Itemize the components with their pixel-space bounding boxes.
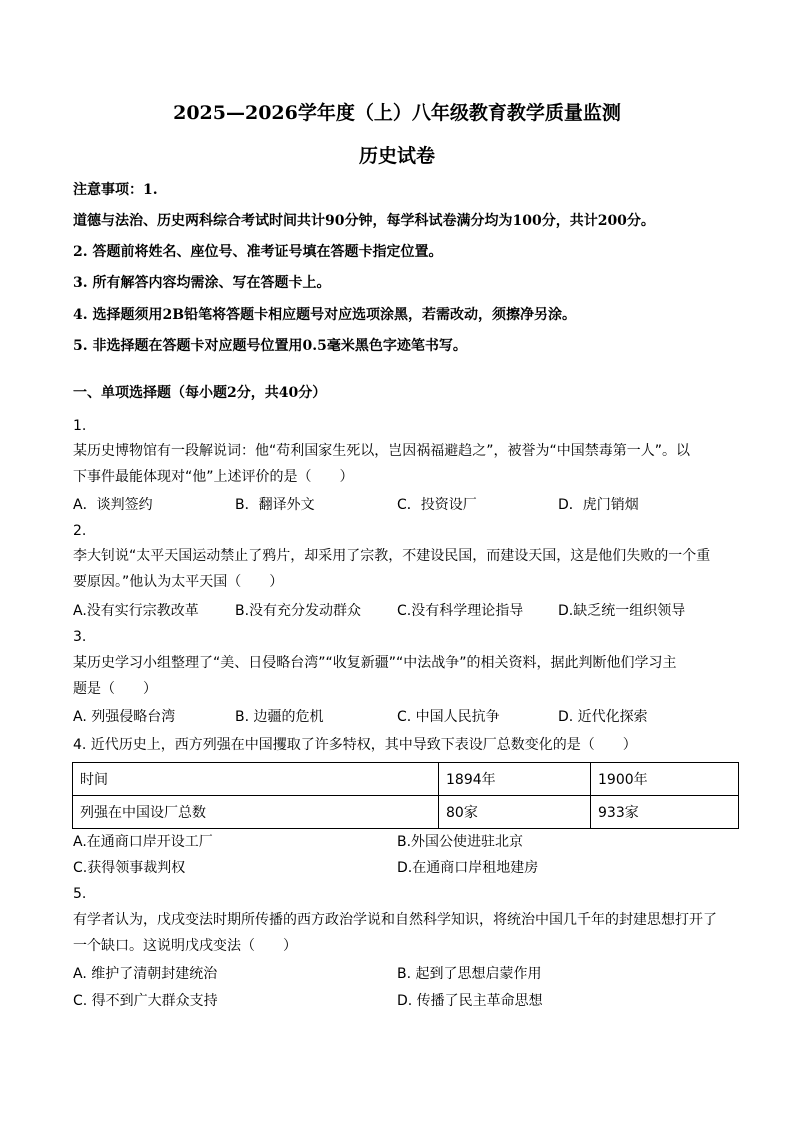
option-a: A. 列强侵略台湾 [73, 709, 176, 725]
option-a: A.没有实行宗教改革 [73, 603, 199, 619]
option-b: B.外国公使进驻北京 [397, 834, 524, 850]
option-d: D. 近代化探索 [558, 709, 648, 725]
exam-title: 2025—2026学年度（上）八年级教育教学质量监测 [173, 102, 621, 124]
exam-subtitle: 历史试卷 [358, 145, 435, 167]
notes-item: 2. 答题前将姓名、座位号、准考证号填在答题卡指定位置。 [73, 244, 443, 260]
table-row [73, 796, 739, 829]
question-number: 2. [73, 523, 87, 539]
option-c: C.获得领事裁判权 [73, 860, 186, 876]
option-d: D. 传播了民主革命思想 [397, 993, 543, 1009]
option-c: C. 中国人民抗争 [397, 709, 500, 725]
question-text: 要原因。”他认为太平天国（ ） [73, 574, 284, 590]
question-number: 3. [73, 629, 87, 645]
option-d: D.在通商口岸租地建房 [397, 860, 539, 876]
table-row [73, 763, 739, 796]
table-cell: 列强在中国设厂总数 [73, 796, 439, 829]
question-number: 5. [73, 886, 87, 902]
option-d: D．虎门销烟 [558, 497, 639, 513]
option-b: B. 边疆的危机 [235, 709, 324, 725]
option-c: C.没有科学理论指导 [397, 603, 524, 619]
option-b: B.没有充分发动群众 [235, 603, 362, 619]
option-b: B. 起到了思想启蒙作用 [397, 966, 542, 982]
option-d: D.缺乏统一组织领导 [558, 603, 686, 619]
question-text: 有学者认为，戊戌变法时期所传播的西方政治学说和自然科学知识，将统治中国几千年的封建思想打开了 [73, 912, 717, 928]
notes-heading: 注意事项：1. [73, 182, 158, 198]
question-text: 题是（ ） [73, 681, 157, 697]
section-heading: 一、单项选择题（每小题2分，共40分） [73, 385, 327, 401]
question-text: 一个缺口。这说明戊戌变法（ ） [73, 938, 297, 954]
question-number: 1. [73, 418, 87, 434]
notes-item: 道德与法治、历史两科综合考试时间共计90分钟，每学科试卷满分均为100分，共计200分。 [73, 213, 655, 229]
notes-item: 5. 非选择题在答题卡对应题号位置用0.5毫米黑色字迹笔书写。 [73, 338, 467, 354]
option-c: C．投资设厂 [397, 497, 477, 513]
option-a: A. 维护了清朝封建统治 [73, 966, 218, 982]
question-text: 李大钊说“太平天国运动禁止了鸦片，却采用了宗教，不建设民国，而建设天国，这是他们失败的一个重 [73, 548, 711, 564]
option-c: C. 得不到广大群众支持 [73, 993, 218, 1009]
question-text: 4. 近代历史上，西方列强在中国攫取了许多特权，其中导致下表设厂总数变化的是（ ） [73, 737, 637, 753]
table-cell: 933家 [591, 796, 739, 829]
option-a: A.在通商口岸开设工厂 [73, 834, 213, 850]
table-cell: 1894年 [439, 763, 591, 796]
notes-item: 4. 选择题须用2B铅笔将答题卡相应题号对应选项涂黑，若需改动，须擦净另涂。 [73, 307, 577, 323]
notes-item: 3. 所有解答内容均需涂、写在答题卡上。 [73, 275, 331, 291]
table-cell: 80家 [439, 796, 591, 829]
option-b: B．翻译外文 [235, 497, 315, 513]
question-text: 某历史学习小组整理了“美、日侵略台湾”“收复新疆”“中法战争”的相关资料，据此判断他们学习主 [73, 655, 677, 671]
question-text: 某历史博物馆有一段解说词：他“苟利国家生死以，岂因祸福避趋之”，被誉为“中国禁毒第一人”。以 [73, 443, 691, 459]
question-text: 下事件最能体现对“他”上述评价的是（ ） [73, 469, 354, 485]
option-a: A．谈判签约 [73, 497, 153, 513]
table-cell: 1900年 [591, 763, 739, 796]
data-table [72, 762, 739, 829]
table-cell: 时间 [73, 763, 439, 796]
